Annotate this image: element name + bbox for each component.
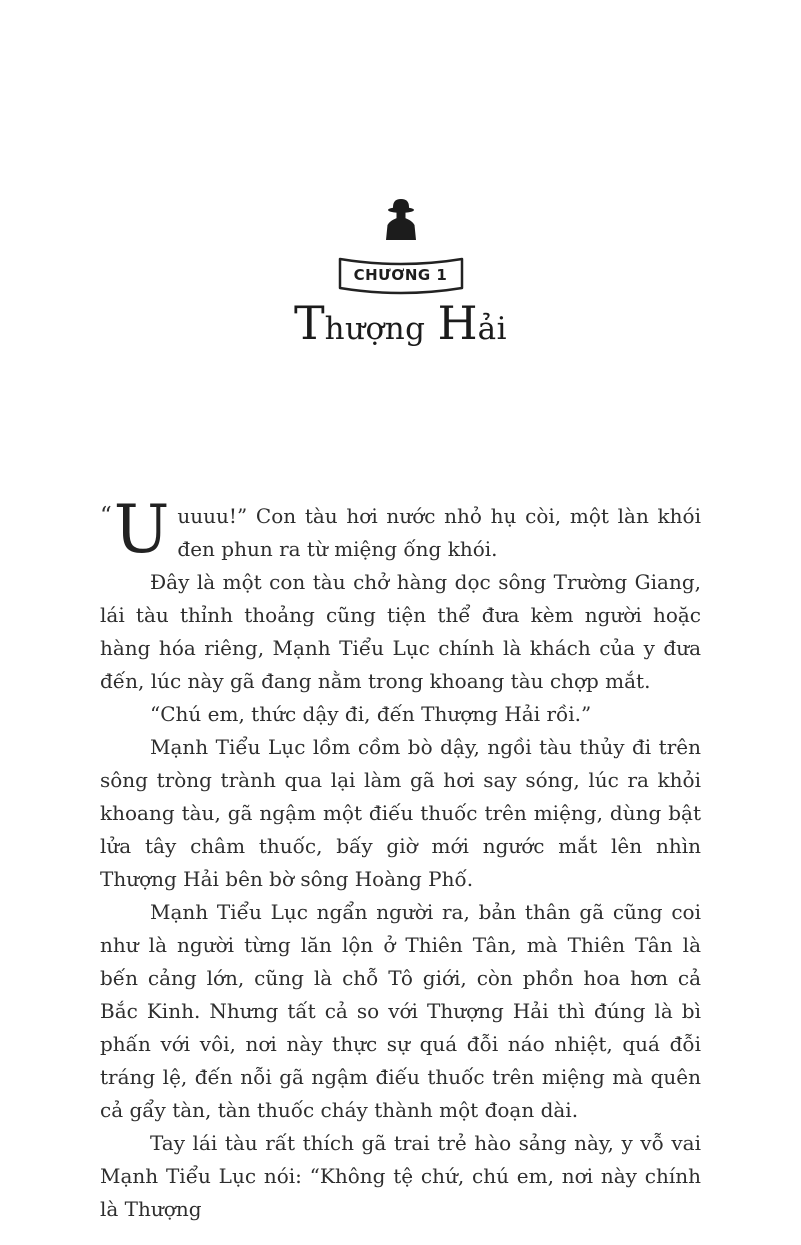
chapter-ornament	[0, 196, 801, 301]
chapter-banner	[334, 247, 468, 301]
title-text: ải	[477, 311, 508, 347]
chapter-banner-label: CHƯƠNG 1	[353, 266, 448, 284]
paragraph: “Chú em, thức dậy đi, đến Thượng Hải rồi.”	[150, 702, 592, 726]
paragraph: Mạnh Tiểu Lục lồm cồm bò dậy, ngồi tàu thủy đi trên sông tròng trành qua lại làm gã hơi say sóng, lúc ra khỏi khoang tàu, gã ngậm một điếu thuốc trên miệng, dùng bật lửa tây châm thuốc, bấy giờ mới ngước mắt lên nhìn Thượng Hải bên bờ sông Hoàng Phố.	[100, 735, 701, 891]
drop-cap-letter: U	[113, 491, 170, 568]
drop-cap	[100, 491, 170, 568]
man-in-hat-icon	[379, 196, 423, 252]
paragraph: Tay lái tàu rất thích gã trai trẻ hào sảng này, y vỗ vai Mạnh Tiểu Lục nói: “Không tệ chứ, chú em, nơi này chính là Thượng	[100, 1131, 701, 1221]
title-initial: T	[293, 296, 325, 350]
body-text	[100, 491, 701, 1226]
title-initial: H	[437, 296, 478, 350]
paragraph	[100, 491, 701, 568]
chapter-title	[0, 296, 801, 350]
paragraph-text: uuuu!” Con tàu hơi nước nhỏ hụ còi, một làn khói đen phun ra từ miệng ống khói.	[177, 504, 701, 561]
title-text: hượng	[324, 311, 426, 347]
paragraph: Đây là một con tàu chở hàng dọc sông Trường Giang, lái tàu thỉnh thoảng cũng tiện thể đưa kèm người hoặc hàng hóa riêng, Mạnh Tiểu Lục chính là khách của y đưa đến, lúc này gã đang nằm trong khoang tàu chợp mắt.	[100, 570, 701, 693]
paragraph: Mạnh Tiểu Lục ngẩn người ra, bản thân gã cũng coi như là người từng lăn lộn ở Thiên Tân, mà Thiên Tân là bến cảng lớn, cũng là chỗ Tô giới, còn phồn hoa hơn cả Bắc Kinh. Nhưng tất cả so với Thượng Hải thì đúng là bì phấn với vôi, nơi này thực sự quá đỗi náo nhiệt, quá đỗi tráng lệ, đến nỗi gã ngậm điếu thuốc trên miệng mà quên cả gẩy tàn, tàn thuốc cháy thành một đoạn dài.	[100, 900, 701, 1122]
open-quote: “	[100, 503, 112, 529]
